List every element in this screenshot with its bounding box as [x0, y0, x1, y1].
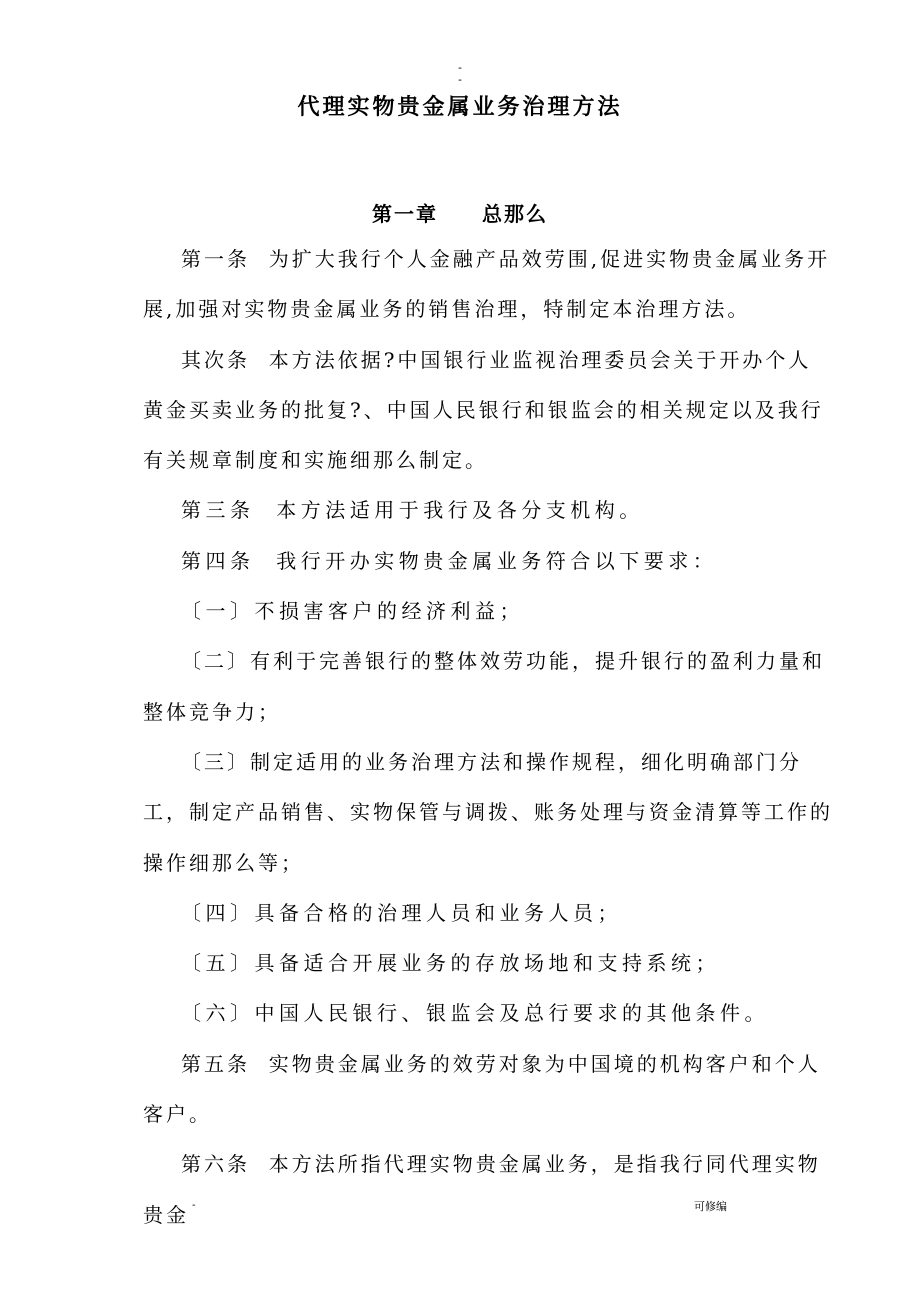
article-4-item-4: 〔四〕具备合格的治理人员和业务人员；: [181, 900, 622, 925]
document-title: 代理实物贵金属业务治理方法: [297, 95, 623, 120]
article-5: 第五条 实物贵金属业务的效劳对象为中国境的机构客户和个人客户。: [143, 1051, 821, 1127]
article-4: 第四条 我行开办实物贵金属业务符合以下要求：: [181, 548, 718, 573]
article-4-item-2: 〔二〕有利于完善银行的整体效劳功能，提升银行的盈利力量和整体竞争力；: [143, 649, 825, 724]
document-body: [143, 234, 833, 1240]
article-1: 第一条 为扩大我行个人金融产品效劳围,促进实物贵金属业务开展,加强对实物贵金属业务的销售治理，特制定本治理方法。: [143, 247, 831, 322]
article-2: 其次条 本方法依据?中国银行业监视治理委员会关于开办个人黄金买卖业务的批复?、中国人民银行和银监会的相关规定以及我行有关规章制度和实施细那么制定。: [143, 347, 824, 473]
header-mark: [0, 62, 920, 86]
footer-dash: -: [192, 1200, 196, 1211]
footer-editable-note: 可修编: [694, 1200, 727, 1213]
chapter-heading: 第一章 总那么: [372, 202, 548, 226]
header-dash-bottom: -: [458, 73, 462, 86]
article-4-item-6: 〔六〕中国人民银行、银监会及总行要求的其他条件。: [181, 1001, 769, 1026]
article-3: 第三条 本方法适用于我行及各分支机构。: [181, 498, 644, 523]
header-dash-top: -: [458, 61, 462, 74]
article-6: 第六条 本方法所指代理实物贵金属业务，是指我行同代理实物贵金: [143, 1152, 821, 1227]
article-4-item-1: 〔一〕不损害客户的经济利益；: [181, 599, 524, 624]
article-4-item-5: 〔五〕具备适合开展业务的存放场地和支持系统；: [181, 951, 720, 976]
article-4-item-3: 〔三〕制定适用的业务治理方法和操作规程，细化明确部门分工，制定产品销售、实物保管与调拨、账务处理与资金清算等工作的操作细那么等；: [143, 749, 833, 875]
